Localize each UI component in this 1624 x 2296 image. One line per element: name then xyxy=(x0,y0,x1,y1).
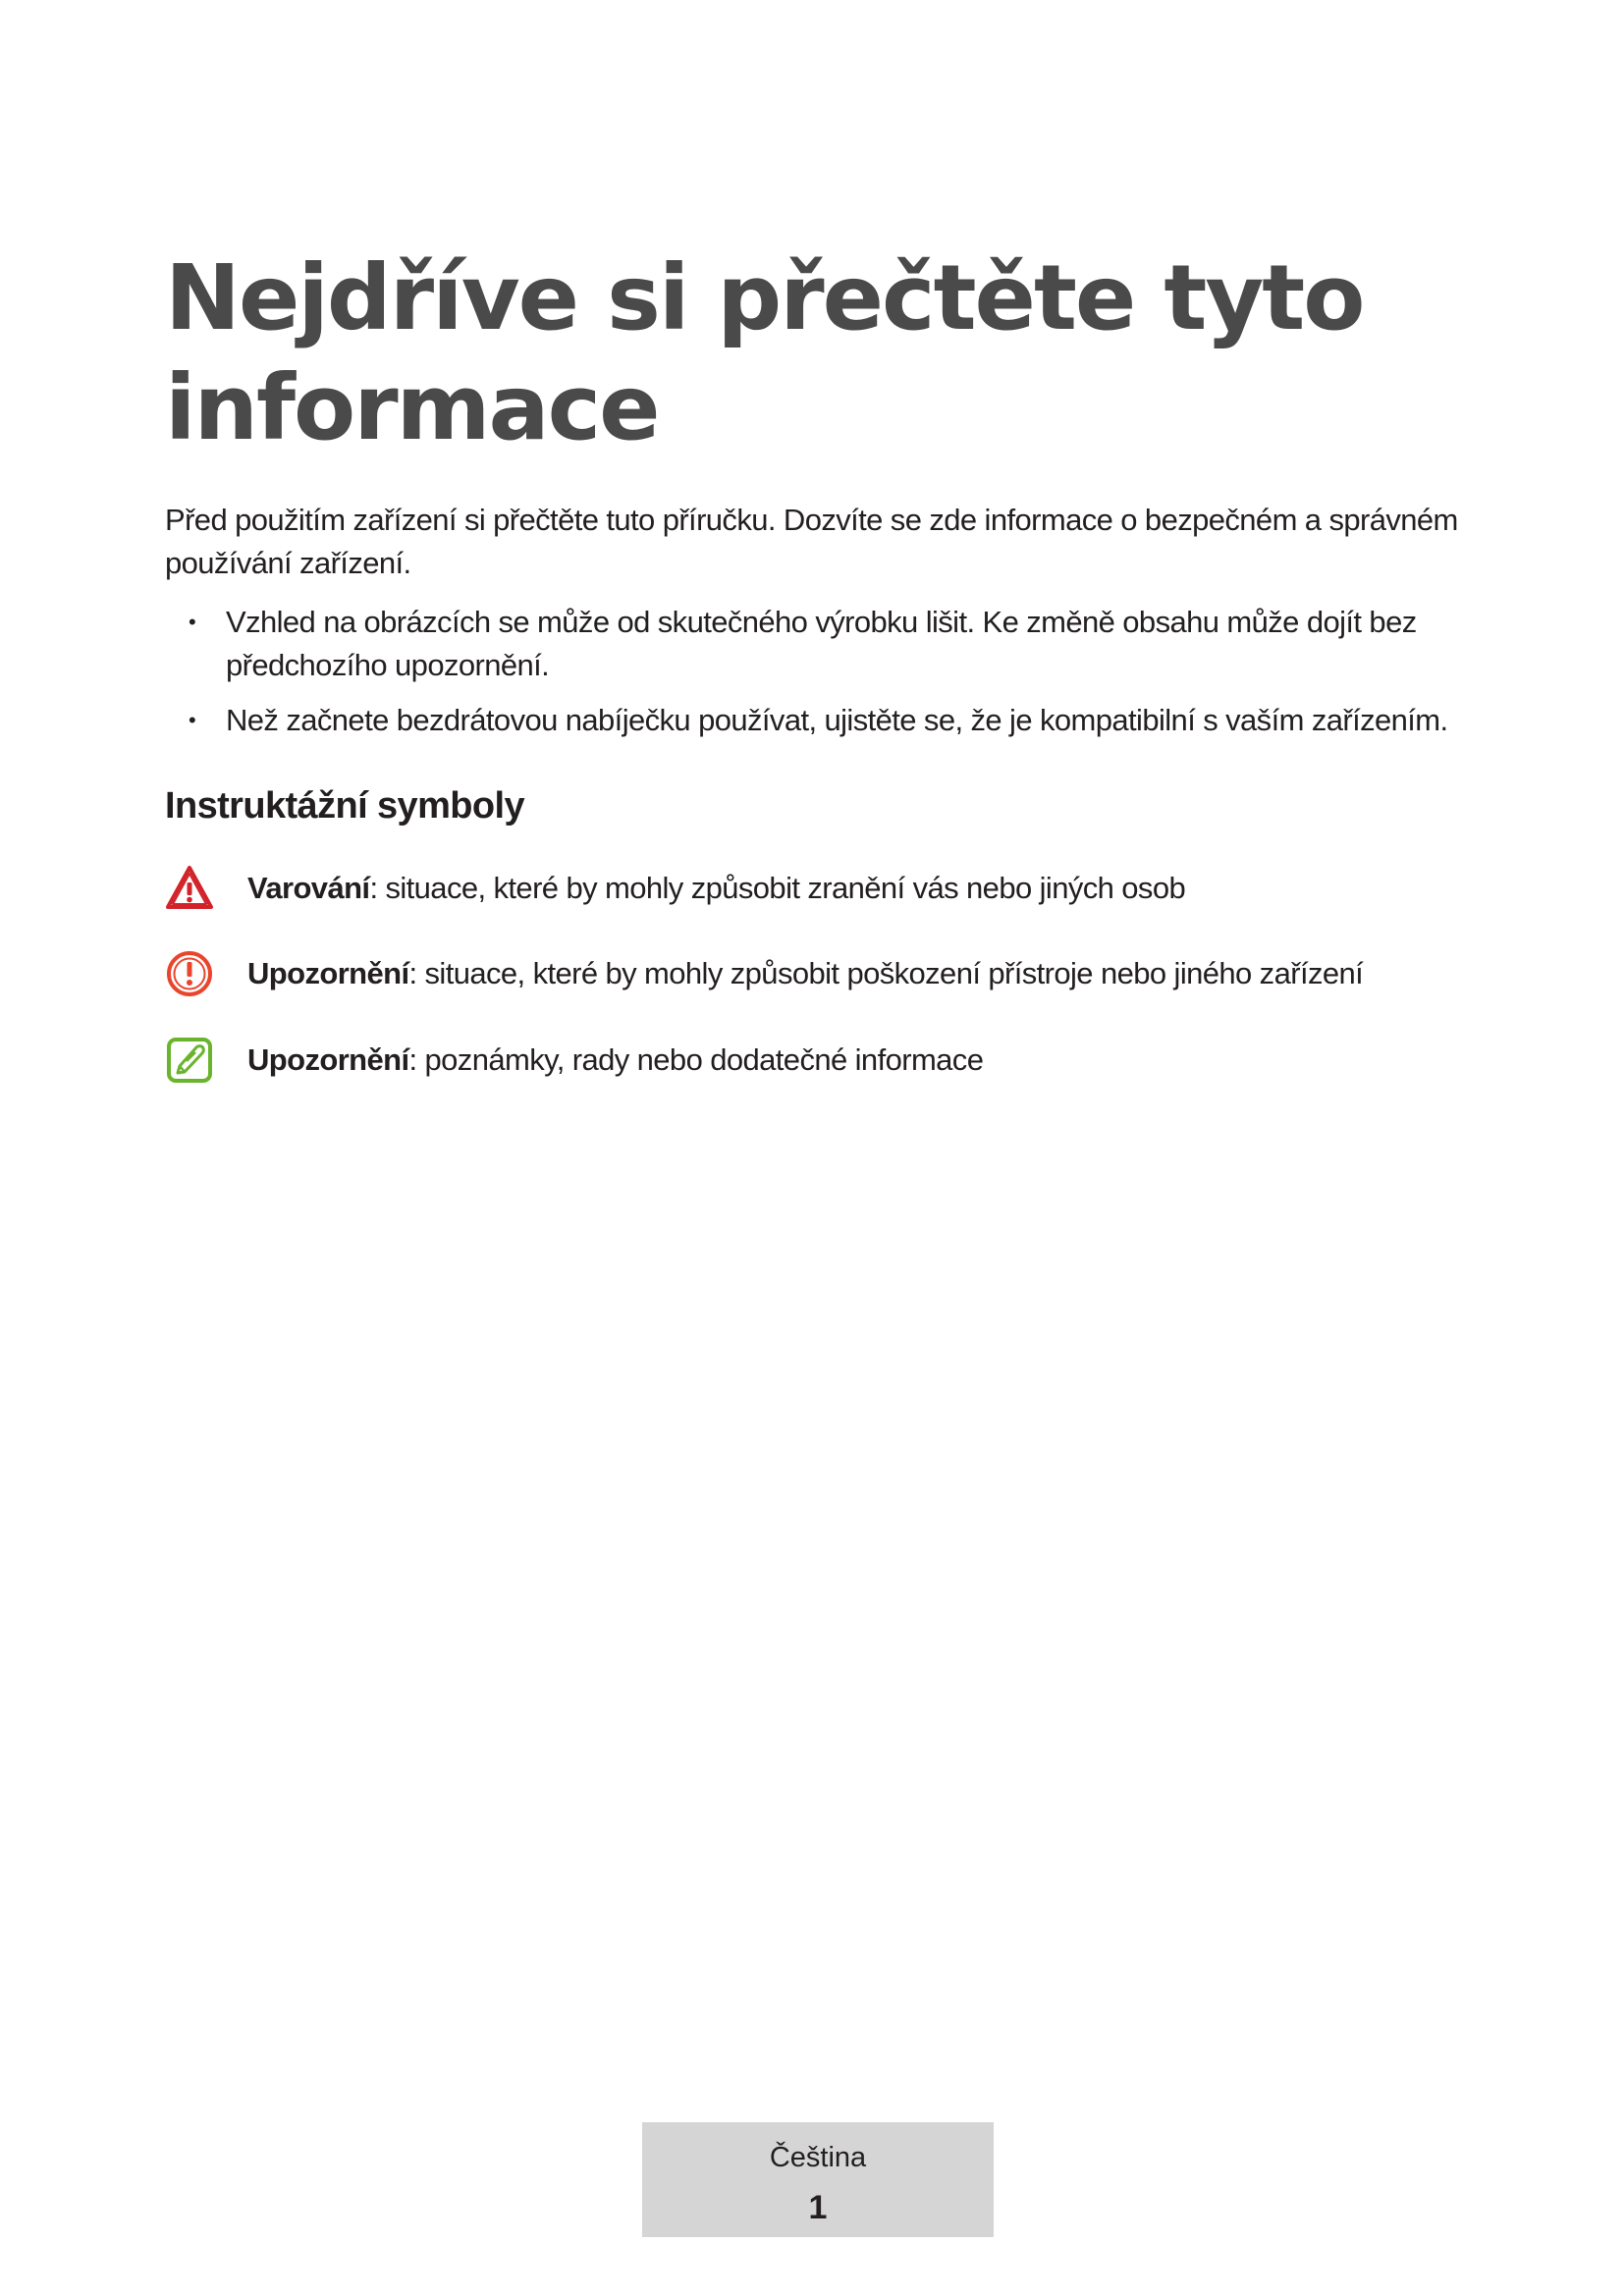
symbol-row-note xyxy=(165,1036,1481,1085)
symbol-row-warning xyxy=(165,864,1481,913)
symbol-description: : situace, které by mohly způsobit zranění vás nebo jiných osob xyxy=(369,871,1186,905)
caution-exclamation-icon xyxy=(165,949,214,998)
list-item-text: Než začnete bezdrátovou nabíječku používat, ujistěte se, že je kompatibilní s vaším zařízením. xyxy=(226,703,1448,737)
note-pencil-icon xyxy=(165,1036,214,1085)
footer-language: Čeština xyxy=(769,2142,867,2173)
symbol-text xyxy=(247,871,1185,906)
symbol-text xyxy=(247,1042,983,1078)
list-item xyxy=(165,699,1481,742)
symbol-description: : situace, které by mohly způsobit poškození přístroje nebo jiného zařízení xyxy=(408,956,1364,990)
symbol-description: : poznámky, rady nebo dodatečné informace xyxy=(408,1042,984,1077)
section-title: Instruktážní symboly xyxy=(165,785,524,827)
symbol-term: Upozornění xyxy=(247,956,409,990)
symbol-text xyxy=(247,956,1363,991)
symbol-term: Varování xyxy=(247,871,370,905)
page-title: Nejdříve si přečtěte tyto informace xyxy=(165,245,1364,460)
list-item-text: Vzhled na obrázcích se může od skutečného výrobku lišit. Ke změně obsahu může dojít bez předchozího upozornění. xyxy=(226,605,1417,682)
bullet-icon: • xyxy=(189,708,196,732)
intro-paragraph: Před použitím zařízení si přečtěte tuto příručku. Dozvíte se zde informace o bezpečném a správném používání zařízení. xyxy=(165,503,1458,580)
warning-triangle-icon xyxy=(165,864,214,913)
notice-list xyxy=(165,601,1481,754)
bullet-icon: • xyxy=(189,610,196,634)
page-number: 1 xyxy=(808,2189,828,2226)
symbol-term: Upozornění xyxy=(247,1042,409,1077)
symbol-row-caution xyxy=(165,949,1481,998)
list-item xyxy=(165,601,1481,687)
page-footer xyxy=(642,2122,994,2237)
